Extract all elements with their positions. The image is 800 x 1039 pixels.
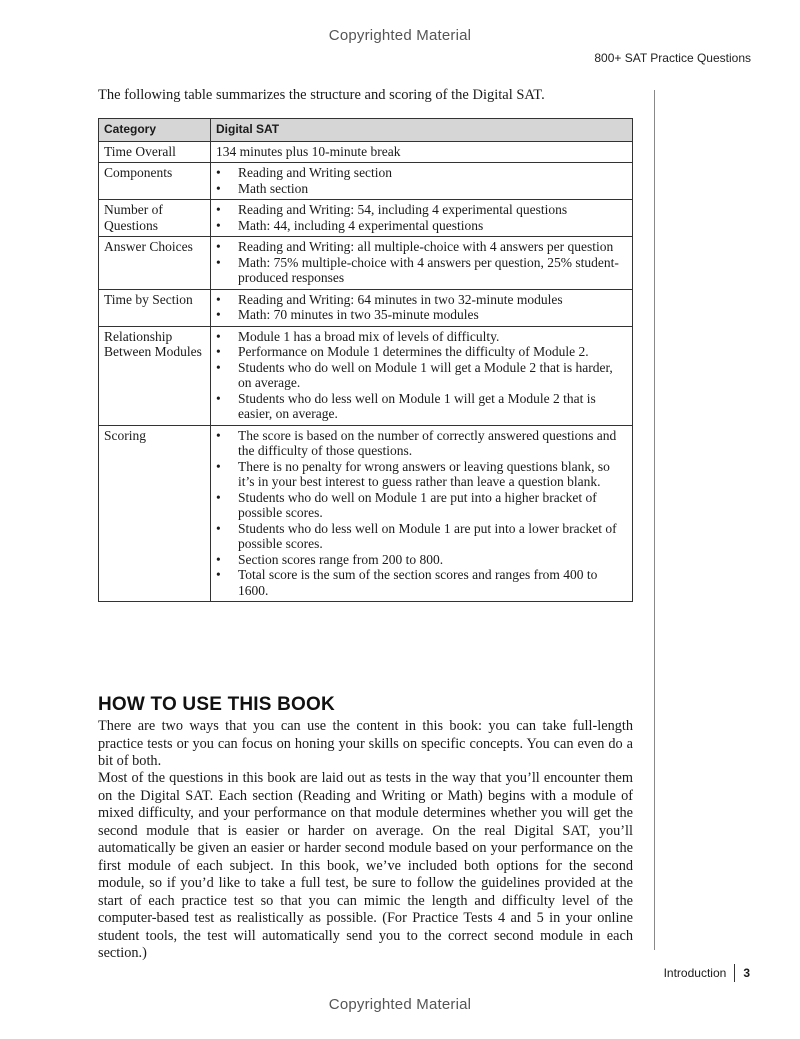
bullet-item: • Math: 70 minutes in two 35-minute modules	[216, 307, 627, 323]
bullet-item: • Students who do less well on Module 1 will get a Module 2 that is easier, on average.	[216, 391, 627, 422]
table-cell-detail: 134 minutes plus 10-minute break	[211, 141, 633, 163]
bullet-item: • Reading and Writing: all multiple-choice with 4 answers per question	[216, 239, 627, 255]
bullet-list	[216, 292, 627, 323]
table-cell-category: Number of Questions	[99, 200, 211, 237]
bullet-item: • There is no penalty for wrong answers or leaving questions blank, so it’s in your best interest to guess rather than leave a question blank.	[216, 459, 627, 490]
bullet-item: • Students who do well on Module 1 are put into a higher bracket of possible scores.	[216, 490, 627, 521]
table-row	[99, 163, 633, 200]
sat-summary-table	[98, 118, 633, 602]
table-cell-category: Answer Choices	[99, 237, 211, 290]
bullet-item: • Students who do well on Module 1 will get a Module 2 that is harder, on average.	[216, 360, 627, 391]
section-heading: HOW TO USE THIS BOOK	[98, 694, 335, 715]
bullet-item: • Reading and Writing: 54, including 4 experimental questions	[216, 202, 627, 218]
page-number: 3	[743, 966, 750, 980]
paragraph-2: Most of the questions in this book are laid out as tests in the way that you’ll encounter them on the Digital SAT. Each section (Reading and Writing or Math) begins with a module of mixed difficulty, and your performance on that module determines whether you will get the second module that is easier or harder on average. On the real Digital SAT, you’ll automatically be given an easier or harder second module based on your performance on the first module of each subject. In this book, we’ve included both options for the second module, so if you’d like to take a full test, be sure to follow the guidelines provided at the start of each practice test so that you can mimic the length and difficulty level of the computer-based test as realistically as possible. (For Practice Tests 4 and 5 in your online student tools, the test will automatically send you to the correct second module in each section.)	[98, 770, 633, 961]
table-row	[99, 237, 633, 290]
header-digital-sat: Digital SAT	[211, 119, 633, 142]
bullet-item: • Math: 75% multiple-choice with 4 answers per question, 25% student-produced responses	[216, 255, 627, 286]
bullet-list	[216, 239, 627, 286]
margin-rule	[654, 90, 655, 950]
bullet-item: • Math section	[216, 181, 627, 197]
bullet-item: • Students who do less well on Module 1 are put into a lower bracket of possible scores.	[216, 521, 627, 552]
table-cell-detail	[211, 425, 633, 602]
bullet-item: • The score is based on the number of correctly answered questions and the difficulty of those questions.	[216, 428, 627, 459]
bullet-item: • Performance on Module 1 determines the difficulty of Module 2.	[216, 344, 627, 360]
intro-text: The following table summarizes the structure and scoring of the Digital SAT.	[98, 87, 545, 103]
bullet-item: • Total score is the sum of the section scores and ranges from 400 to 1600.	[216, 567, 627, 598]
table-header-row	[99, 119, 633, 142]
table-row	[99, 141, 633, 163]
bullet-list	[216, 329, 627, 422]
table-row	[99, 200, 633, 237]
table-cell-category: Components	[99, 163, 211, 200]
bullet-item: • Module 1 has a broad mix of levels of difficulty.	[216, 329, 627, 345]
table-row	[99, 289, 633, 326]
bullet-list	[216, 202, 627, 233]
table-cell-category: Relationship Between Modules	[99, 326, 211, 425]
header-category: Category	[99, 119, 211, 142]
bullet-item: • Section scores range from 200 to 800.	[216, 552, 627, 568]
table-row	[99, 425, 633, 602]
table-row	[99, 326, 633, 425]
paragraph-1: There are two ways that you can use the content in this book: you can take full-length practice tests or you can focus on honing your skills on specific concepts. You can even do a bit of both.	[98, 718, 633, 769]
bullet-item: • Reading and Writing: 64 minutes in two 32-minute modules	[216, 292, 627, 308]
table-cell-detail	[211, 163, 633, 200]
footer-separator	[734, 964, 735, 982]
bullet-item: • Math: 44, including 4 experimental questions	[216, 218, 627, 234]
table-cell-category: Time by Section	[99, 289, 211, 326]
table-body	[99, 141, 633, 602]
table-cell-detail	[211, 289, 633, 326]
table-cell-detail	[211, 200, 633, 237]
bullet-list	[216, 428, 627, 599]
watermark-bottom: Copyrighted Material	[328, 996, 472, 1013]
table-cell-category: Time Overall	[99, 141, 211, 163]
table-cell-detail	[211, 237, 633, 290]
bullet-item: • Reading and Writing section	[216, 165, 627, 181]
footer-section-label: Introduction	[663, 966, 727, 980]
bullet-list	[216, 165, 627, 196]
table-cell-category: Scoring	[99, 425, 211, 602]
table-cell-detail	[211, 326, 633, 425]
watermark-top: Copyrighted Material	[328, 27, 472, 44]
page-footer	[664, 964, 750, 982]
running-head: 800+ SAT Practice Questions	[594, 51, 751, 65]
